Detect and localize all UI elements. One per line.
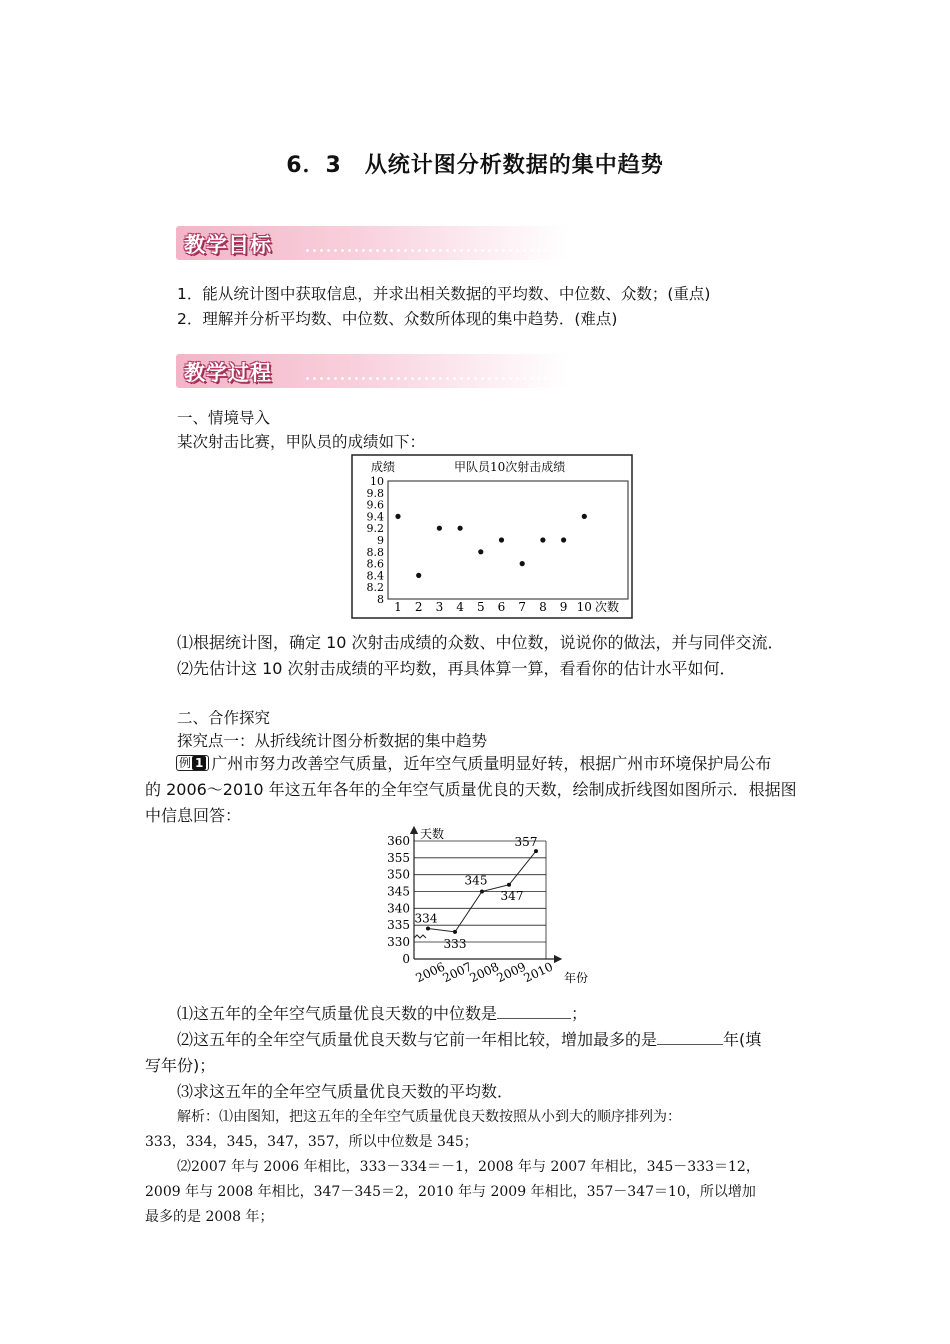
data-point <box>426 927 430 931</box>
data-point <box>507 883 511 887</box>
x-tick-label: 2010 <box>521 959 556 986</box>
x-tick-label: 10 <box>576 600 592 614</box>
chart-title: 甲队员10次射击成绩 <box>454 460 566 474</box>
solution-line: ⑵2007 年与 2006 年相比，333－334＝－1，2008 年与 2007 年相比，345－333＝12， <box>177 1159 760 1175</box>
goals-banner-label: 教学目标 <box>184 233 272 257</box>
section-heading: 二、合作探究 <box>177 709 271 727</box>
question-item: ⑵这五年的全年空气质量优良天数与它前一年相比较，增加最多的是 年(填 <box>177 1030 762 1049</box>
y-tick-label: 8.2 <box>366 581 384 595</box>
y-tick-label: 345 <box>387 884 410 899</box>
x-tick-label: 3 <box>435 600 444 614</box>
x-tick-label: 2 <box>414 600 423 614</box>
data-point <box>416 573 421 578</box>
x-tick-label: 2008 <box>467 959 502 986</box>
example-text: 例 1 广州市努力改善空气质量，近年空气质量明显好转，根据广州市环境保护局公布 <box>176 751 771 777</box>
y-tick-label: 360 <box>387 834 410 848</box>
question-item: ⑶求这五年的全年空气质量优良天数的平均数． <box>177 1082 514 1101</box>
y-axis-label: 成绩 <box>371 460 396 474</box>
y-tick-label: 0 <box>402 952 410 966</box>
data-point <box>499 537 504 542</box>
data-point <box>395 514 400 519</box>
y-tick-label: 330 <box>387 935 410 949</box>
y-tick-label: 9 <box>377 534 384 547</box>
x-tick-label: 2006 <box>413 959 448 986</box>
y-tick-label: 340 <box>387 901 410 916</box>
y-tick-label: 9.8 <box>366 486 384 500</box>
question-item: ⑴根据统计图，确定 10 次射击成绩的众数、中位数，说说你的做法，并与同伴交流． <box>177 633 784 652</box>
goal-item: 2．理解并分析平均数、中位数、众数所体现的集中趋势．(难点) <box>177 310 618 328</box>
banner-decoration <box>304 248 559 253</box>
x-tick-label: 2009 <box>494 959 529 986</box>
y-tick-label: 350 <box>387 867 410 882</box>
solution-line: 解析：⑴由图知，把这五年的全年空气质量优良天数按照从小到大的顺序排列为： <box>177 1109 681 1125</box>
solution-line: 最多的是 2008 年； <box>145 1209 274 1225</box>
data-point <box>437 526 442 531</box>
scatter-chart <box>351 454 633 619</box>
data-label: 357 <box>514 835 538 850</box>
x-tick-label: 6 <box>497 600 506 614</box>
x-tick-label: 4 <box>456 600 464 614</box>
y-tick-label: 8.4 <box>366 569 384 583</box>
data-point <box>534 849 538 853</box>
question-item: ⑵先估计这 10 次射击成绩的平均数，再具体算一算，看看你的估计水平如何． <box>177 659 736 678</box>
chart-frame <box>352 455 632 618</box>
y-tick-label: 9.2 <box>366 522 384 536</box>
y-tick-label: 9.4 <box>366 510 384 524</box>
question-item: 写年份)； <box>145 1056 216 1075</box>
data-point <box>520 561 525 566</box>
x-tick-label: 1 <box>394 600 402 614</box>
data-point <box>453 930 457 934</box>
x-tick-label: 2007 <box>440 959 475 986</box>
data-point <box>582 514 587 519</box>
process-banner-label: 教学过程 <box>184 361 272 385</box>
solution-line: 2009 年与 2008 年相比，347－345＝2，2010 年与 2009 年相比，357－347＝10，所以增加 <box>145 1184 756 1200</box>
x-tick-label: 9 <box>559 600 568 614</box>
data-label: 347 <box>500 888 524 903</box>
x-axis-label: 年份 <box>564 971 589 985</box>
y-tick-label: 335 <box>387 918 410 933</box>
y-tick-label: 8 <box>377 593 384 606</box>
data-point <box>458 526 463 531</box>
data-point <box>540 537 545 542</box>
solution-line: 333，334，345，347，357，所以中位数是 345； <box>145 1134 478 1150</box>
answer-blank[interactable] <box>657 1028 723 1045</box>
axis-break <box>414 935 426 938</box>
question-item: ⑴这五年的全年空气质量优良天数的中位数是 ； <box>177 1004 588 1023</box>
explore-point: 探究点一：从折线统计图分析数据的集中趋势 <box>177 732 488 750</box>
example-text: 中信息回答： <box>145 806 242 825</box>
section-intro: 某次射击比赛，甲队员的成绩如下： <box>177 433 426 451</box>
x-axis-label: 次数 <box>595 600 620 614</box>
example-badge: 例 1 <box>176 755 209 771</box>
x-tick-label: 5 <box>476 600 485 614</box>
data-point <box>561 537 566 542</box>
y-tick-label: 10 <box>370 475 384 488</box>
process-banner <box>176 354 568 388</box>
data-label: 333 <box>443 936 467 951</box>
y-tick-label: 8.8 <box>366 545 384 559</box>
data-point <box>480 890 484 894</box>
y-tick-label: 9.6 <box>366 498 384 512</box>
x-tick-label: 8 <box>539 600 547 614</box>
data-label: 345 <box>464 873 488 888</box>
y-tick-label: 8.6 <box>366 557 384 571</box>
answer-blank[interactable] <box>497 1002 571 1019</box>
section-heading: 一、情境导入 <box>177 409 271 427</box>
goals-banner <box>176 226 568 260</box>
data-point <box>478 549 483 554</box>
banner-decoration <box>304 376 559 381</box>
y-axis-label: 天数 <box>420 827 445 841</box>
page-title: 6．3 从统计图分析数据的集中趋势 <box>286 153 664 178</box>
x-tick-label: 7 <box>518 600 527 614</box>
y-tick-label: 355 <box>387 850 410 865</box>
data-label: 334 <box>414 911 438 926</box>
line-chart <box>370 826 610 986</box>
goal-item: 1．能从统计图中获取信息，并求出相关数据的平均数、中位数、众数；(重点) <box>177 285 711 303</box>
example-text: 的 2006～2010 年这五年各年的全年空气质量优良的天数，绘制成折线图如图所示．根据图 <box>145 780 797 799</box>
